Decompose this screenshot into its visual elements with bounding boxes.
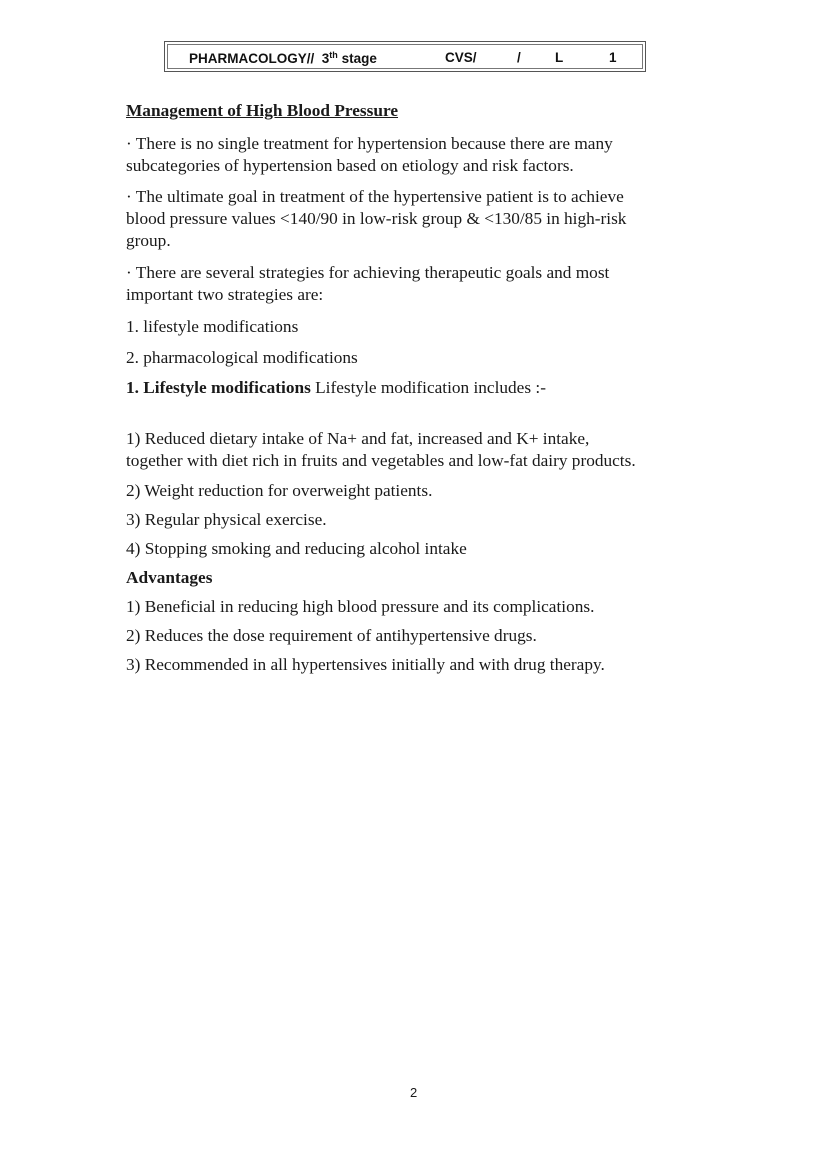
text-line: together with diet rich in fruits and vegetables and low-fat dairy products.	[126, 451, 636, 470]
advantage-item: 2) Reduces the dose requirement of antihypertensive drugs.	[126, 626, 537, 645]
text-line: subcategories of hypertension based on etiology and risk factors.	[126, 156, 574, 175]
page-title: Management of High Blood Pressure	[126, 101, 399, 120]
advantages-heading	[126, 567, 716, 589]
page-number: 2	[410, 1085, 418, 1100]
lifestyle-item: 4) Stopping smoking and reducing alcohol intake	[126, 539, 467, 558]
advantage-item: 3) Recommended in all hypertensives initially and with drug therapy.	[126, 655, 605, 674]
text-line: important two strategies are:	[126, 285, 324, 304]
intro-paragraph-1	[126, 133, 716, 177]
strategy-item: 1. lifestyle modifications	[126, 317, 299, 336]
header-slash: /	[517, 50, 521, 65]
course-header	[164, 41, 646, 72]
advantages-heading-text: Advantages	[126, 568, 213, 587]
lifestyle-item	[126, 428, 716, 472]
text-line: · There are several strategies for achieving therapeutic goals and most	[126, 263, 610, 282]
lifestyle-heading-line	[126, 377, 716, 399]
text-line: 1) Reduced dietary intake of Na+ and fat, increased and K+ intake,	[126, 429, 590, 448]
lifestyle-heading: 1. Lifestyle modifications	[126, 378, 311, 397]
strategy-item: 2. pharmacological modifications	[126, 348, 358, 367]
advantage-item: 1) Beneficial in reducing high blood pressure and its complications.	[126, 597, 595, 616]
header-lecture: L	[555, 50, 564, 65]
header-cvs: CVS/	[445, 50, 477, 65]
text-line: group.	[126, 231, 171, 250]
header-number: 1	[609, 50, 617, 65]
header-subject: PHARMACOLOGY// 3th stage	[189, 50, 377, 66]
lifestyle-lead: Lifestyle modification includes :-	[310, 378, 546, 397]
intro-paragraph-2	[126, 186, 716, 252]
text-line: · There is no single treatment for hypertension because there are many	[126, 134, 613, 153]
lifestyle-item: 2) Weight reduction for overweight patients.	[126, 481, 433, 500]
text-line: blood pressure values <140/90 in low-risk group & <130/85 in high-risk	[126, 209, 627, 228]
text-line: · The ultimate goal in treatment of the hypertensive patient is to achieve	[126, 187, 624, 206]
lifestyle-item: 3) Regular physical exercise.	[126, 510, 327, 529]
intro-paragraph-3	[126, 262, 716, 306]
